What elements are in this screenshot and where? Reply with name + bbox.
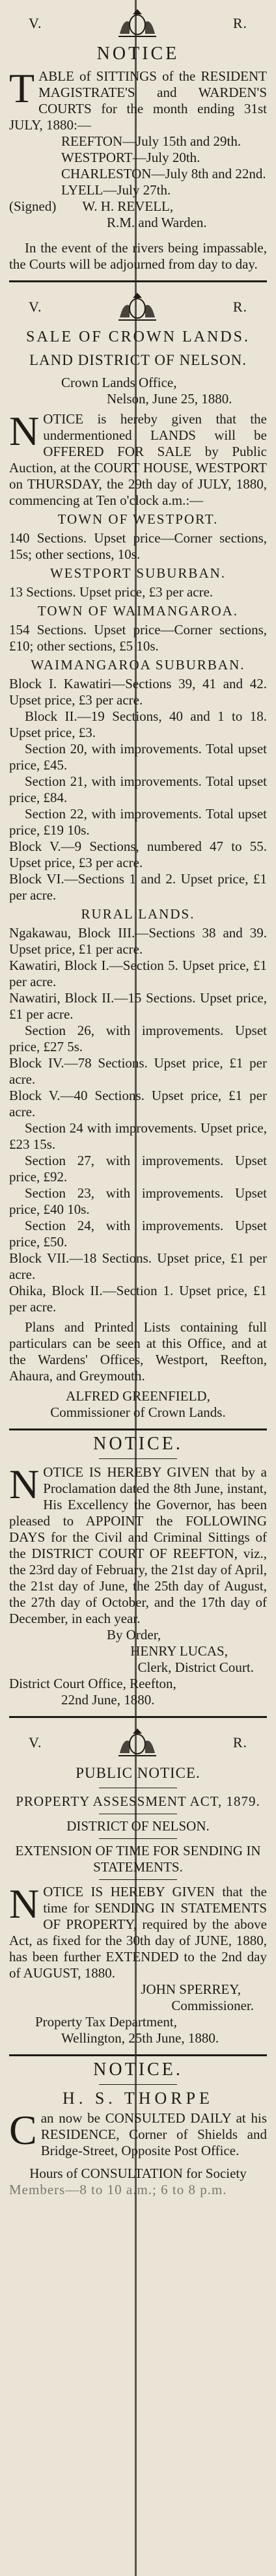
divider <box>9 1716 267 1718</box>
title-underline <box>99 1879 177 1880</box>
sitting-item: REEFTON—July 15th and 29th. <box>61 133 242 149</box>
crest-letter-left: V. <box>29 298 42 315</box>
divider <box>9 2054 267 2056</box>
signatory-title: Commissioner. <box>171 1998 254 2013</box>
drop-cap: N <box>9 408 40 454</box>
office-date: Nelson, June 25, 1880. <box>107 391 232 407</box>
section-heading: WESTPORT SUBURBAN. <box>49 565 227 581</box>
act-name: PROPERTY ASSESSMENT ACT, 1879. <box>16 1793 260 1809</box>
lot-item: Block IV.—78 Sections. Upset price, £1 per acre. <box>9 1055 267 1087</box>
notice-court-sittings <box>9 4 267 273</box>
royal-coat-of-arms-icon <box>115 1724 160 1760</box>
lot-item: Block I. Kawatiri—Sections 39, 41 and 42. Upset price, £3 per acre. <box>9 676 267 708</box>
lot-item: Block VII.—18 Sections. Upset price, £1 per acre. <box>9 1250 267 1282</box>
lot-item: Section 20, with improvements. Total upset price, £45. <box>9 741 267 773</box>
suburban-lot-list <box>9 676 267 904</box>
lot-item: Block V.—9 Sections, numbered 47 to 55. Upset price, £3 per acre. <box>9 839 267 870</box>
member-hours: Members—8 to 10 a.m.; 6 to 8 p.m. <box>9 2182 227 2197</box>
lot-item: Block V.—40 Sections. Upset price, £1 per acre. <box>9 1088 267 1120</box>
notice-district-court <box>9 1436 267 1708</box>
plans-note: Plans and Printed Lists containing full particulars can be seen at this Office, and at the Wardens' Offices, Westport, Reefton, Ahaura, and Greymouth. <box>9 1319 267 1384</box>
extension-heading: EXTENSION OF TIME FOR SENDING IN STATEMENTS. <box>15 1843 261 1875</box>
divider <box>9 280 267 282</box>
rural-lot-list <box>9 925 267 1315</box>
drop-cap: N <box>9 1461 40 1507</box>
lot-item: Section 27, with improvements. Upset price, £92. <box>9 1153 267 1185</box>
sitting-item: CHARLESTON—July 8th and 22nd. <box>61 166 266 181</box>
lot-item: Kawatiri, Block I.—Section 5. Upset price, £1 per acre. <box>9 958 267 989</box>
title-underline <box>99 1838 177 1839</box>
crest-letter-right: R. <box>232 14 247 31</box>
lot-description: 13 Sections. Upset price, £3 per acre. <box>9 584 214 600</box>
lot-item: Section 24, with improvements. Upset price, £50. <box>9 1218 267 1250</box>
notice-body: OTICE IS HEREBY GIVEN that by a Proclamation dated the 8th June, instant, His Excellency the Governor, has been pleased to APPOINT the FOLLOWING DAYS for the Civil and Criminal Sittings of the DISTRICT COURT OF REEFTON, viz., the 23rd day of February, the 21st day of April, the 21st day of June, the 25th day of August, the 27th day of October, and the 17th day of December, in each year. <box>9 1464 267 1626</box>
title-underline <box>99 2084 177 2085</box>
court-office: District Court Office, Reefton, <box>9 1676 176 1691</box>
drop-cap: N <box>9 1881 40 1927</box>
notice-title: SALE OF CROWN LANDS. <box>25 329 250 345</box>
lot-item: Ohika, Block II.—Section 1. Upset price, £1 per acre. <box>9 1283 267 1315</box>
lot-description: 140 Sections. Upset price—Corner sections, 15s; other sections, 10s. <box>9 530 267 562</box>
section-heading: WAIMANGAROA SUBURBAN. <box>31 657 245 673</box>
signature-block <box>9 198 267 215</box>
lot-item: Ngakawau, Block III.—Sections 38 and 39. Upset price, £1 per acre. <box>9 925 267 957</box>
drop-cap: T <box>9 65 35 111</box>
section-heading: TOWN OF WESTPORT. <box>57 511 219 527</box>
practitioner-name: H. S. THORPE <box>62 2089 214 2108</box>
royal-crest-row <box>9 4 267 42</box>
notice-footer: In the event of the rivers being impassable, the Courts will be adjourned from day to day. <box>9 240 267 272</box>
royal-coat-of-arms-icon <box>115 289 160 324</box>
notice-consultation <box>9 2061 267 2198</box>
sitting-item: LYELL—July 27th. <box>61 182 171 198</box>
lot-item: Section 26, with improvements. Upset price, £27 5s. <box>9 1023 267 1054</box>
district-name: DISTRICT OF NELSON. <box>66 1818 210 1834</box>
by-order: By Order, <box>107 1627 161 1643</box>
signatory-name: JOHN SPERREY, <box>141 1981 241 1997</box>
office-name: Property Tax Department, <box>35 2014 177 2030</box>
royal-crest-row <box>9 1723 267 1761</box>
signatory-title: Clerk, District Court. <box>137 1659 254 1675</box>
lot-item: Section 21, with improvements. Total upset price, £84. <box>9 773 267 805</box>
divider <box>9 1429 267 1430</box>
lot-item: Block II.—19 Sections, 40 and 1 to 18. Upset price, £3. <box>9 708 267 740</box>
office-name: Crown Lands Office, <box>61 375 177 390</box>
notice-body: an now be CONSULTED DAILY at his RESIDENCE, Corner of Shields and Bridge-Street, Opposite Post Office. <box>40 2110 267 2158</box>
signatory-title: Commissioner of Crown Lands. <box>50 1404 226 1420</box>
office-date: Wellington, 25th June, 1880. <box>61 2030 219 2046</box>
crest-letter-right: R. <box>232 298 247 315</box>
lot-item: Block VI.—Sections 1 and 2. Upset price, £1 per acre. <box>9 871 267 903</box>
title-underline <box>99 1458 177 1459</box>
signatory-name: W. H. REVELL, <box>82 198 174 214</box>
signatory-name: ALFRED GREENFIELD, <box>66 1388 210 1404</box>
lot-item: Section 22, with improvements. Total upset price, £19 10s. <box>9 806 267 838</box>
sitting-item: WESTPORT—July 20th. <box>61 150 200 165</box>
notice-property-assessment <box>9 1723 267 2046</box>
lot-item: Section 24 with improvements. Upset price, £23 15s. <box>9 1120 267 1152</box>
royal-crest-row <box>9 288 267 325</box>
notice-intro: ABLE of SITTINGS of the RESIDENT MAGISTRATE'S and WARDEN'S COURTS for the month ending 31st JULY, 1880:— <box>9 68 267 133</box>
crest-letter-right: R. <box>232 1734 247 1751</box>
notice-body: OTICE is hereby given that the undermentioned LANDS will be OFFERED FOR SALE by Public Auction, at the COURT HOUSE, WESTPORT on THURSDAY, the 29th day of JULY, 1880, commencing at Ten o'clock a.m.:— <box>9 411 267 508</box>
lot-item: Section 23, with improvements. Upset price, £40 10s. <box>9 1185 267 1217</box>
notice-title: NOTICE. <box>93 1434 183 1454</box>
sittings-list <box>9 133 267 198</box>
notice-subtitle: LAND DISTRICT OF NELSON. <box>29 352 247 368</box>
royal-coat-of-arms-icon <box>115 5 160 40</box>
drop-cap: C <box>9 2107 37 2153</box>
court-date: 22nd June, 1880. <box>61 1692 155 1708</box>
notice-body: OTICE IS HEREBY GIVEN that the time for SENDING IN STATEMENTS OF PROPERTY, required by the above Act, as fixed for the 30th day of JUNE, 1880, has been further EXTENDED to the 2nd day of AUGUST, 1880. <box>9 1884 267 1981</box>
notice-title: NOTICE <box>96 44 180 64</box>
lot-description: 154 Sections. Upset price—Corner sections, £10; other sections, £5 10s. <box>9 622 267 654</box>
crest-letter-left: V. <box>29 14 42 31</box>
crest-letter-left: V. <box>29 1734 42 1751</box>
consultation-hours: Hours of CONSULTATION for Society <box>29 2166 247 2181</box>
notice-title: PUBLIC NOTICE. <box>76 1765 200 1781</box>
notice-crown-lands-sale <box>9 288 267 1421</box>
notice-title: NOTICE. <box>93 2059 183 2080</box>
lot-item: Nawatiri, Block II.—15 Sections. Upset price, £1 per acre. <box>9 990 267 1022</box>
section-heading: RURAL LANDS. <box>81 906 195 922</box>
signatory-title: R.M. and Warden. <box>107 215 207 230</box>
signed-label: (Signed) <box>9 198 57 214</box>
section-heading: TOWN OF WAIMANGAROA. <box>37 603 239 619</box>
signatory-name: HENRY LUCAS, <box>130 1643 228 1659</box>
